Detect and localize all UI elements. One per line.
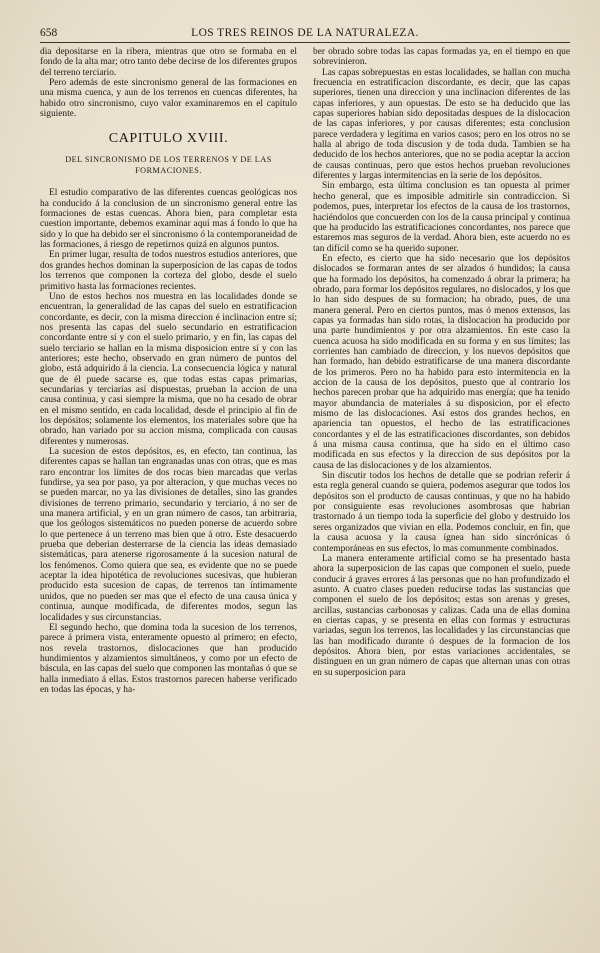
paragraph: dia depositarse en la ribera, mientras que otro se formaba en el fondo de la alta mar; otro tanto debe decirse de los diferentes grupos del terreno terciario. (40, 47, 297, 78)
paragraph: Uno de estos hechos nos muestra en las localidades donde se encuentran, la generalidad de las capas del suelo en estratificacion concordante, es decir, con la misma direccion é inclinacion entre sí; nos presenta las capas del suelo secundario en estratificacion concordante entre sí y con el suelo primario, y en fin, las capas del suelo terciario se hallan en la misma disposicion entre sí y con las anteriores; este hecho, observado en gran número de puntos del globo, está adquirido á la ciencia. La consecuencia lógica y natural que de él puede sacarse es, que todas estas capas primarias, secundarias y terciarias así dispuestas, prueban la accion de una causa continua, y casi siempre la misma, que no ha cesado de obrar en el mismo sentido, en cada localidad, desde el principio al fin de los depósitos; solamente los elementos, los materiales sobre que ha obrado, han variado por su accion misma, complicada con causas diferentes y numerosas. (40, 291, 297, 447)
left-column (40, 47, 297, 695)
paragraph: Pero además de este sincronismo general de las formaciones en una misma cuenca, y aun de los terrenos en cuencas diferentes, ha habido otro sincronismo, cuyo valor examinaremos en el capítulo siguiente. (40, 78, 297, 120)
paragraph: El estudio comparativo de las diferentes cuencas geológicas nos ha conducido á la conclusion de un sincronismo general entre las formaciones de estas cuencas. Ahora bien, para completar esta cuestion importante, debemos examinar aquí mas á fondo lo que ha sido y lo que ha debido ser el sincronismo ó la contemporaneidad de las formaciones, á riesgo de repetirnos quizá en algunos puntos. (40, 188, 297, 251)
page-number: 658 (40, 27, 58, 39)
paragraph: Sin discutir todos los hechos de detalle que se podrian referir á esta regla general cuando se quiera, podemos asegurar que todos los depósitos son el producto de causas continuas, y que no ha habido por consiguiente esas revoluciones asombrosas que habrian trastornado á un tiempo toda la superficie del globo y destruido los seres organizados que vivian en ella. Podemos concluir, en fin, que la causa acuosa y la causa ígnea han sido sincrónicas ó contemporáneas en sus efectos, lo mas comunmente combinados. (313, 471, 570, 554)
paragraph: ber obrado sobre todas las capas formadas ya, en el tiempo en que sobrevinieron. (313, 47, 570, 68)
paragraph: La manera enteramente artificial como se ha presentado hasta ahora la superposicion de las capas que componen el suelo, puede conducir á graves errores á las personas que no han profundizado el asunto. A cuatro clases pueden reducirse todas las sustancias que componen el suelo de los depósitos; estas son arenas y greses, arcillas, sustancias carbonosas y calizas. Cada una de ellas domina en ciertas capas, y se presenta en ellas con formas y estructuras variadas, segun los terrenos, las localidades y las circunstancias que las han modificado durante ó despues de la formacion de los depósitos. Ahora bien, por estas variaciones accidentales, se distinguen en un gran número de capas que alternan unas con otras en su superposicion para (313, 553, 570, 678)
right-column (313, 47, 570, 695)
paragraph: En primer lugar, resulta de todos nuestros estudios anteriores, que dos grandes hechos dominan la superposicion de las capas de todos los terrenos que componen la corteza del globo, desde el suelo primitivo hasta las formaciones recientes. (40, 250, 297, 292)
running-title: LOS TRES REINOS DE LA NATURALEZA. (191, 27, 419, 39)
chapter-subtitle: DEL SINCRONISMO DE LOS TERRENOS Y DE LAS FORMACIONES. (65, 155, 272, 175)
page-header (40, 26, 570, 43)
text-columns (40, 47, 570, 695)
chapter-title: CAPITULO XVIII. (108, 131, 229, 147)
paragraph: Las capas sobrepuestas en estas localidades, se hallan con mucha frecuencia en estratificacion discordante, es decir, que las capas superiores, tienen una direccion y una inclinacion diferentes de las capas inferiores, y aun opuestas. De esto se ha deducido que las capas superiores habian sido depositadas despues de la dislocacion de las capas inferiores, y por causas diferentes; esta conclusion parece verdadera y legítima en varios casos; pero en los otros no se halla al abrigo de toda discusion y de toda duda. Tambien se ha deducido de los hechos anteriores, que no se podia aceptar la accion de causas continuas, pero que estos hechos prueban revoluciones diferentes y largas intermitencias en la serie de los depósitos. (313, 67, 570, 182)
paragraph: La sucesion de estos depósitos, es, en efecto, tan continua, las diferentes capas se hallan tan engranadas unas con otras, que es mas raro encontrar los límites de dos rocas bien marcadas que verlas fundirse, ya sea por paso, ya por alteracion, y que muchas veces no se pueden marcar, no ya las divisiones de detalles, sino las grandes divisiones de terreno primario, secundario y terciario, á no ser de una manera artificial, y en un gran número de casos, tan arbitraria, que los geólogos sistemáticos no pueden ponerse de acuerdo sobre lo que pertenece á un terreno mas bien que á otro. Este desacuerdo prueba que deberian desterrarse de la ciencia las ideas demasiado sistemáticas, para atenerse rigorosamente á la sucesion natural de los fenómenos. Como quiera que sea, es evidente que no se puede aceptar la idea hipotética de revoluciones sucesivas, que hubieran producido esta sucesion de capas, de terrenos tan íntimamente unidos, que no pueden ser mas que el efecto de una causa única y continua, aunque modificada, de diferentes modos, segun las localidades y sus circunstancias. (40, 447, 297, 623)
paragraph: Sin embargo, esta última conclusion es tan opuesta al primer hecho general, que es imposible admitirle sin contradiccion. Si podemos, pues, interpretar los efectos de la causa de los trastornos, haciéndolos que concuerden con los de la causa principal y continua que ha producido las estratificaciones concordantes, nos parece que estaremos mas seguros de la verdad. Ahora bien, este acuerdo no es tan difícil como se ha querido suponer. (313, 181, 570, 254)
paragraph: El segundo hecho, que domina toda la sucesion de los terrenos, parece á primera vista, enteramente opuesto al primero; en efecto, nos revela trastornos, dislocaciones que han producido hundimientos y alzamientos simultáneos, y como por un efecto de báscula, en las capas del suelo que componen las montañas ó que se halla inmediato á ellas. Estos trastornos parecen haberse verificado en todas las épocas, y ha- (40, 622, 297, 695)
paragraph: En efecto, es cierto que ha sido necesario que los depósitos dislocados se formaran antes de ser alzados ó hundidos; la causa que ha formado los depósitos, ha comenzado á obrar la primera; ha obrado, para formar los depósitos regulares, no dislocados, y los que lo han sido despues de su formacion; ha obrado, pues, de una manera general. Pero en ciertos puntos, mas ó menos extensos, las capas ya formadas han sido rotas, la dislocacion ha producido por una parte hundimientos y por otra alzamientos. En este caso la cuenca acuosa ha sido modificada en su forma y en sus límites; las corrientes han cambiado de direccion, y los nuevos depósitos que han formado, han debido estratificarse de una manera discordante de los primeros. Pero no ha habido para esto intermitencia en la accion de la causa de los depósitos, puesto que al contrario los hechos parecen probar que ha adquirido mas energía; que ha tenido mayor abundancia de materiales á su disposicion, por el efecto mismo de las dislocaciones. Así estos dos grandes hechos, en apariencia tan opuestos, el hecho de las estratificaciones concordantes y el de las estratificaciones discordantes, son debidos á una misma causa continua, que ha sido en el último caso modificada en sus efectos y la direccion de sus depósitos por la causa de las dislocaciones y de los alzamientos. (313, 253, 570, 471)
